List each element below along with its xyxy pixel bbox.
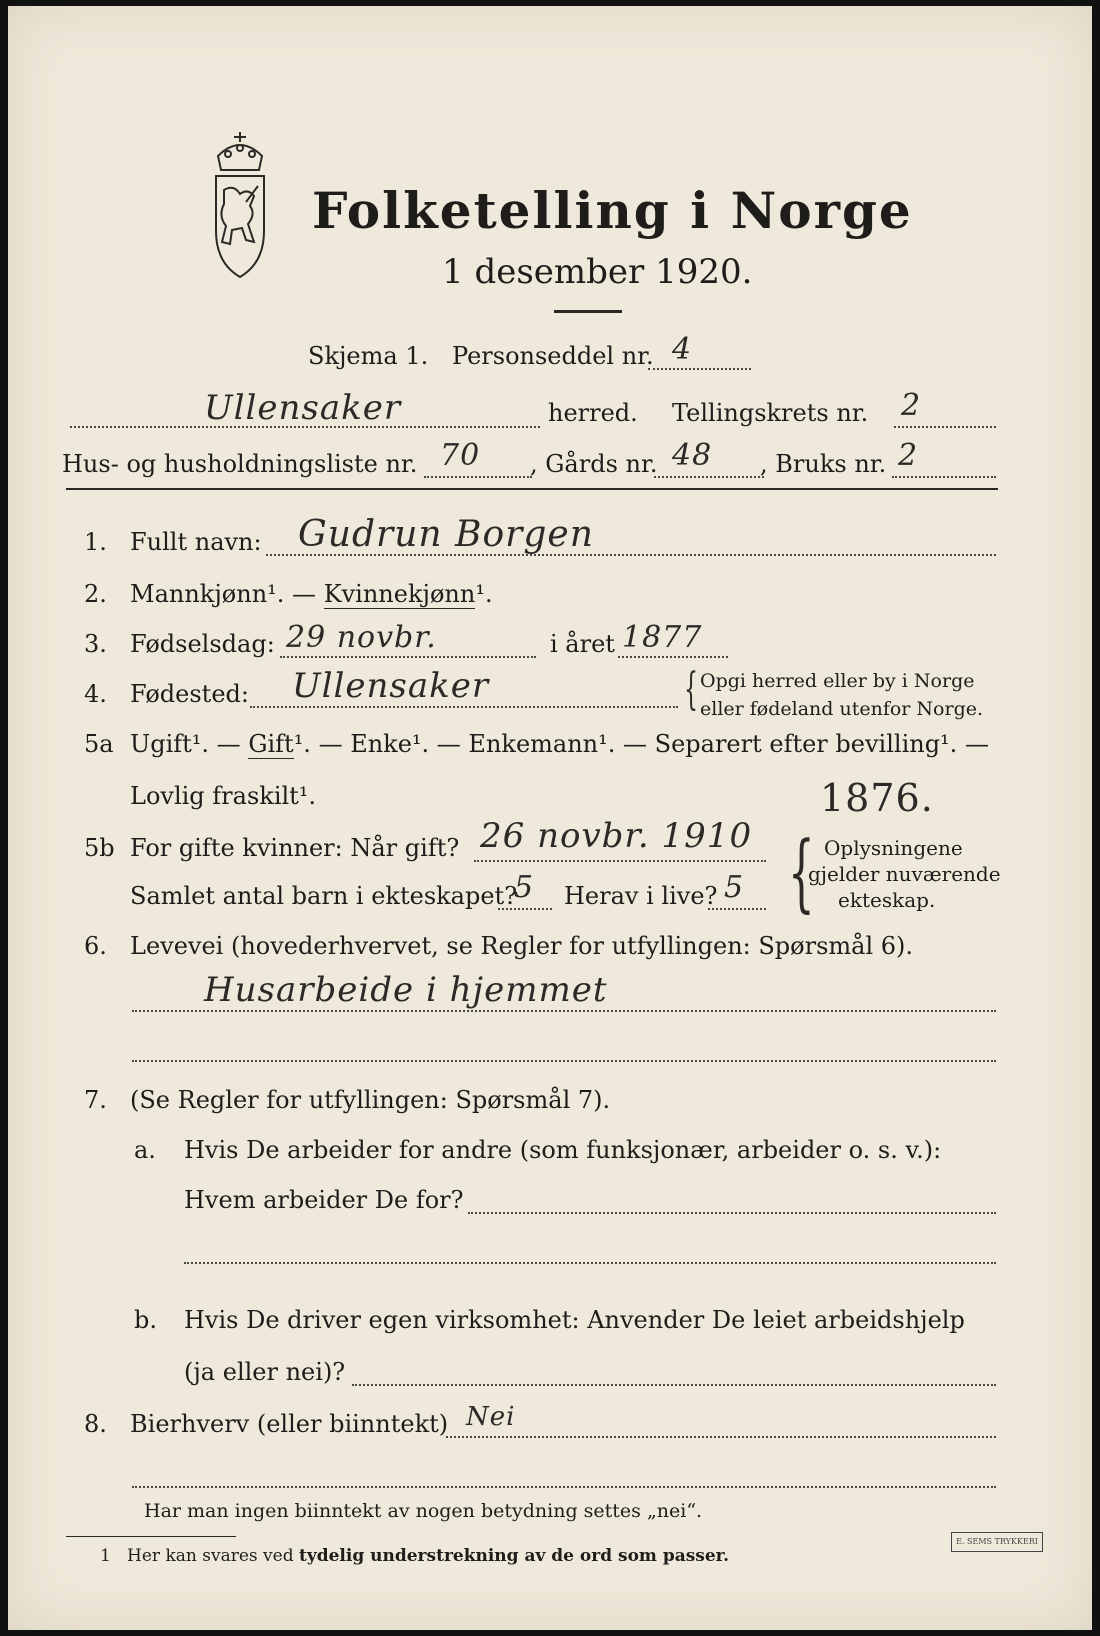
q5b-note-1: Oplysningene	[824, 836, 963, 860]
q7a-answer-line-2[interactable]	[184, 1262, 996, 1264]
q1-label: Fullt navn:	[130, 528, 262, 556]
q8-number: 8.	[84, 1410, 107, 1438]
q5b-married-label: For gifte kvinner: Når gift?	[130, 834, 460, 862]
q7a-question: Hvem arbeider De for?	[184, 1186, 464, 1214]
q3-year-label: i året	[550, 630, 615, 658]
q5b-note-3: ekteskap.	[838, 888, 936, 912]
q7-label: (Se Regler for utfyllingen: Spørsmål 7).	[130, 1086, 611, 1114]
q3-year-line	[618, 656, 728, 658]
q7-number: 7.	[84, 1086, 107, 1114]
coat-of-arms-icon	[198, 128, 282, 286]
gards-line	[654, 476, 764, 478]
birth-year-value[interactable]: 1877	[622, 620, 703, 655]
q5b-alive-line	[708, 908, 766, 910]
male-option[interactable]: Mannkjønn¹.	[130, 580, 285, 608]
census-date: 1 desember 1920.	[442, 252, 753, 292]
gards-value[interactable]: 48	[672, 438, 713, 473]
q6-label: Levevei (hovederhvervet, se Regler for utfyllingen: Spørsmål 6).	[130, 932, 914, 960]
q4-number: 4.	[84, 680, 107, 708]
q2-separator: —	[292, 580, 317, 608]
footnote-bold-text: tydelig understrekning av de ord som passer.	[298, 1546, 729, 1566]
tellingskrets-line	[894, 426, 996, 428]
q8-line-2	[132, 1486, 996, 1488]
q7a-text: Hvis De arbeider for andre (som funksjonær, arbeider o. s. v.):	[184, 1136, 942, 1164]
q5b-note-2: gjelder nuværende	[808, 862, 1001, 886]
q2-line	[130, 580, 493, 608]
q6-line-1	[132, 1010, 996, 1012]
footnote	[100, 1546, 729, 1566]
personseddel-line	[648, 368, 751, 370]
herred-label: herred.	[548, 399, 638, 427]
q5a-options	[130, 730, 989, 758]
hus-label: Hus- og husholdningsliste nr.	[62, 450, 418, 478]
title-divider	[554, 310, 622, 313]
occupation-value[interactable]: Husarbeide i hjemmet	[204, 970, 608, 1010]
q8-line	[446, 1436, 996, 1438]
female-option-underlined[interactable]: Kvinnekjønn	[323, 580, 476, 608]
q6-number: 6.	[84, 932, 107, 960]
gards-label: , Gårds nr.	[530, 450, 658, 478]
hus-line	[424, 476, 532, 478]
footnote-rule	[66, 1536, 236, 1537]
q4-note-1: Opgi herred eller by i Norge	[700, 670, 975, 692]
bruks-line	[892, 476, 996, 478]
q4-note-2: eller fødeland utenfor Norge.	[700, 698, 984, 720]
footer-note: Har man ingen biinntekt av nogen betydning settes „nei“.	[144, 1500, 703, 1522]
bruks-label: , Bruks nr.	[760, 450, 887, 478]
herred-value[interactable]: Ullensaker	[204, 388, 402, 428]
q5b-brace: {	[788, 823, 815, 921]
q7b-text: Hvis De driver egen virksomhet: Anvender De leiet arbeidshjelp	[184, 1306, 965, 1334]
q7b-letter: b.	[134, 1306, 157, 1334]
birthday-value[interactable]: 29 novbr.	[286, 620, 437, 655]
schema-label: Skjema 1.	[308, 342, 429, 370]
q5b-children-line	[498, 908, 552, 910]
q7a-letter: a.	[134, 1136, 156, 1164]
full-name-value[interactable]: Gudrun Borgen	[298, 514, 594, 555]
tellingskrets-label: Tellingskrets nr.	[672, 399, 869, 427]
q6-line-2	[132, 1060, 996, 1062]
q5b-children-label: Samlet antal barn i ekteskapet?	[130, 882, 518, 910]
marriage-date-value[interactable]: 26 novbr. 1910	[480, 816, 753, 856]
birthplace-value[interactable]: Ullensaker	[292, 666, 490, 706]
bruks-value[interactable]: 2	[898, 438, 919, 473]
form-title: Folketelling i Norge	[312, 181, 913, 240]
q5a-divorced-option[interactable]: Lovlig fraskilt¹.	[130, 782, 317, 810]
footnote-text: Her kan svares ved	[127, 1546, 294, 1566]
q3-day-line	[280, 656, 536, 658]
q4-brace: {	[684, 664, 698, 715]
census-form	[8, 6, 1092, 1630]
other-marital-options[interactable]: ¹. — Enke¹. — Enkemann¹. — Separert efter bevilling¹. —	[293, 730, 989, 758]
q4-label: Fødested:	[130, 680, 249, 708]
footnote-number: 1	[100, 1546, 111, 1566]
q7b-answer-line[interactable]	[352, 1384, 996, 1386]
personseddel-label: Personseddel nr.	[452, 342, 654, 370]
q5b-date-line	[474, 860, 766, 862]
children-alive-value[interactable]: 5	[724, 870, 745, 905]
married-option-underlined[interactable]: Gift	[248, 730, 294, 758]
q5b-number: 5b	[84, 834, 115, 862]
q3-label: Fødselsdag:	[130, 630, 275, 658]
q2-number: 2.	[84, 580, 107, 608]
side-income-value[interactable]: Nei	[466, 1402, 516, 1432]
unmarried-option[interactable]: Ugift¹. —	[130, 730, 241, 758]
q7a-answer-line[interactable]	[468, 1212, 996, 1214]
q5a-number: 5a	[84, 730, 114, 758]
tellingskrets-value[interactable]: 2	[901, 388, 922, 423]
personseddel-value[interactable]: 4	[672, 332, 693, 367]
q8-label: Bierhverv (eller biinntekt)	[130, 1410, 449, 1438]
children-count-value[interactable]: 5	[514, 870, 535, 905]
hus-value[interactable]: 70	[440, 438, 481, 473]
q4-line	[250, 706, 678, 708]
q3-number: 3.	[84, 630, 107, 658]
printer-stamp: E. SEMS TRYKKERI	[951, 1532, 1043, 1552]
q5b-alive-label: Herav i live?	[564, 882, 718, 910]
q7b-question: (ja eller nei)?	[184, 1358, 346, 1386]
q1-number: 1.	[84, 528, 107, 556]
margin-note: 1876.	[820, 776, 934, 820]
header-rule	[66, 488, 998, 490]
q2-footnote-mark: ¹.	[475, 580, 493, 608]
